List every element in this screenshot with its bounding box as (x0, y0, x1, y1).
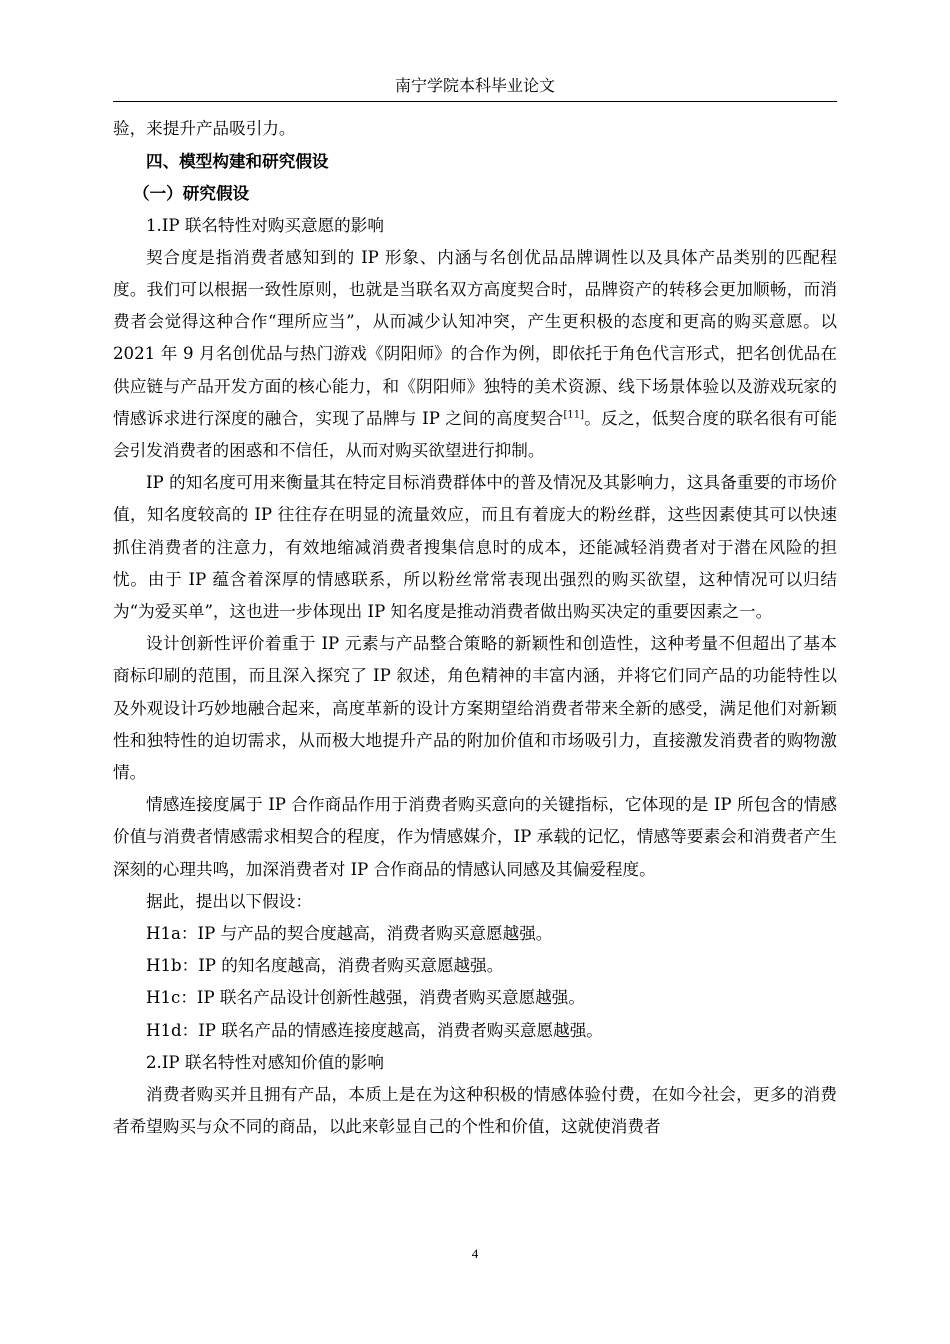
paragraph-awareness: IP 的知名度可用来衡量其在特定目标消费群体中的普及情况及其影响力，这具备重要的市场价值，知名度较高的 IP 往往存在明显的流量效应，而且有着庞大的粉丝群，这些因素使其可以快速抓住消费者的注意力，有效地缩减消费者搜集信息时的成本，还能减轻消费者对于潜在风险的担忧。由于 IP 蕴含着深厚的情感联系，所以粉丝常常表现出强烈的购买欲望，这种情况可以归结为“为爱买单”，这也进一步体现出 IP 知名度是推动消费者做出购买决定的重要因素之一。 (113, 473, 837, 622)
paragraph-perceived-value: 消费者购买并且拥有产品，本质上是在为这种积极的情感体验付费，在如今社会，更多的消费者希望购买与众不同的商品，以此来彰显自己的个性和价值，这就使消费者 (113, 1085, 837, 1137)
paragraph-fit-tail: 。反之，低契合度的联名很有可能会引发消费者的困惑和不信任，从而对购买欲望进行抑制。 (113, 408, 837, 461)
continued-paragraph: 验，来提升产品吸引力。 (113, 119, 296, 138)
page-number: 4 (471, 1246, 479, 1261)
page-body (113, 113, 837, 1144)
paragraph-emotion: 情感连接度属于 IP 合作商品作用于消费者购买意向的关键指标，它体现的是 IP 所包含的情感价值与消费者情感需求相契合的程度，作为情感媒介，IP 承载的记忆，情感等要素会和消费者产生深刻的心理共鸣，加深消费者对 IP 合作商品的情感认同感及其偏爱程度。 (113, 795, 837, 879)
running-header: 南宁学院本科毕业论文 (394, 76, 555, 95)
paragraph-fit (113, 242, 837, 467)
hypothesis-h1b: H1b：IP 的知名度越高，消费者购买意愿越强。 (146, 956, 504, 976)
header-divider (113, 101, 837, 102)
hypothesis-intro: 据此，提出以下假设： (146, 891, 312, 911)
paragraph-fit-text: 契合度是指消费者感知到的 IP 形象、内涵与名创优品品牌调性以及具体产品类别的匹配程度。我们可以根据一致性原则，也就是当联名双方高度契合时，品牌资产的转移会更加顺畅，而消费者会觉得这种合作“理所应当”，从而减少认知冲突，产生更积极的态度和更高的购买意愿。以 2021 年 9 月名创优品与热门游戏《阴阳师》的合作为例，即依托于角色代言形式，把名创优品在供应链与产品开发方面的核心能力，和《阴阳师》独特的美术资源、线下场景体验以及游戏玩家的情感诉求进行深度的融合，实现了品牌与 IP 之间的高度契合 (113, 247, 837, 428)
section-heading: 四、模型构建和研究假设 (146, 151, 329, 172)
topic-heading-2: 2.IP 联名特性对感知价值的影响 (146, 1052, 384, 1072)
citation-ref: [11] (563, 409, 584, 421)
hypothesis-h1d: H1d：IP 联名产品的情感连接度越高，消费者购买意愿越强。 (146, 1020, 603, 1040)
hypothesis-h1a: H1a：IP 与产品的契合度越高，消费者购买意愿越强。 (146, 924, 553, 944)
topic-heading-1: 1.IP 联名特性对购买意愿的影响 (146, 215, 384, 235)
subsection-heading: （一）研究假设 (133, 183, 250, 204)
paragraph-innovation: 设计创新性评价着重于 IP 元素与产品整合策略的新颖性和创造性，这种考量不但超出了基本商标印刷的范围，而且深入探究了 IP 叙述，角色精神的丰富内涵，并将它们同产品的功能特性以及外观设计巧妙地融合起来，高度革新的设计方案期望给消费者带来全新的感受，满足他们对新颖性和独特性的迫切需求，从而极大地提升产品的附加价值和市场吸引力，直接激发消费者的购物激情。 (113, 634, 837, 783)
hypothesis-h1c: H1c：IP 联名产品设计创新性越强，消费者购买意愿越强。 (146, 988, 585, 1008)
